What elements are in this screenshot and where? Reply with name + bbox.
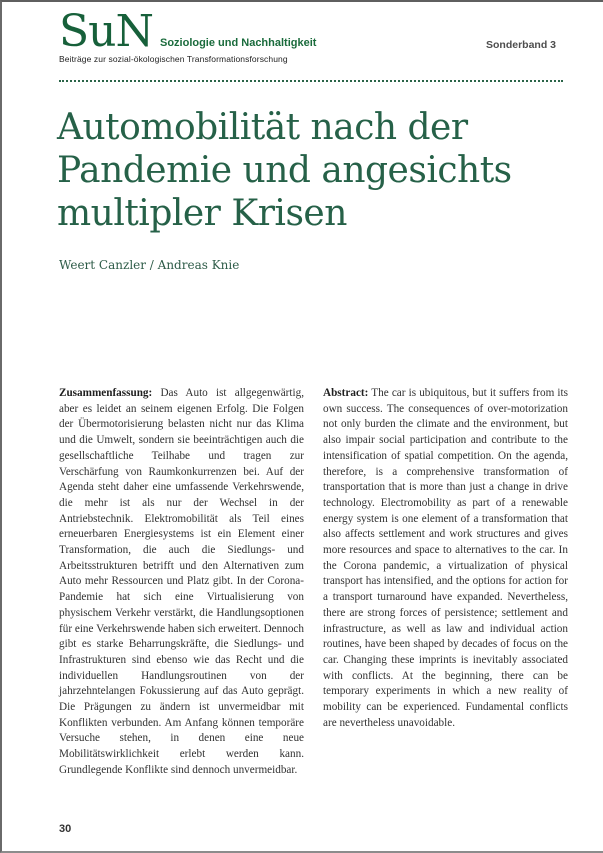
article-title xyxy=(57,106,577,235)
article-title-line: Pandemie und angesichts xyxy=(57,150,512,191)
article-title-line: Automobilität nach der xyxy=(57,107,468,148)
journal-header xyxy=(59,6,317,57)
abstract-english-lead: Abstract: xyxy=(323,387,369,399)
article-title-line: multipler Krisen xyxy=(57,193,347,234)
journal-title: Soziologie und Nachhaltigkeit xyxy=(159,37,317,49)
article-authors: Weert Canzler / Andreas Knie xyxy=(59,258,240,272)
abstract-english xyxy=(323,386,568,779)
journal-subtitle: Beiträge zur sozial-ökologischen Transformationsforschung xyxy=(59,54,288,64)
page-number: 30 xyxy=(59,823,72,835)
issue-label: Sonderband 3 xyxy=(485,39,556,51)
abstract-columns xyxy=(59,386,569,779)
abstract-english-text: The car is ubiquitous, but it suffers from its own success. The consequences of over-motorization not only burden the climate and the environment, but also impair social participation and contribute to the intensification of spatial competition. On the agenda, therefore, is a comprehensive transformation of transportation that is more than just a change in drive technology. Electromobility as part of a renewable energy system is one element of a transformation that also affects settlement and work structures and gives more resources and space to alternatives to the car. In the Corona pandemic, a virtualization of physical transport has intensified, and the options for action for a transport turnaround have expanded. Nevertheless, there are strong forces of persistence; settlement and infrastructure, as well as law and individual action routines, have been shaped by decades of focus on the car. Changing these imprints is inevitably associated with conflicts. At the beginning, there can be temporary experiments in which a new reality of mobility can be experienced. Fundamental conflicts are nevertheless unavoidable. xyxy=(323,387,568,729)
journal-logo: SuN xyxy=(59,6,153,57)
abstract-german-text: Das Auto ist allgegenwärtig, aber es leidet an seinem eigenen Erfolg. Die Folgen der Übermotorisierung belasten nicht nur das Klima und die Umwelt, sondern sie beeinträchtigen auch die gesellschaftliche Teilhabe und tragen zur Verschärfung von Raumkonkurrenzen bei. Auf der Agenda steht daher eine umfassende Verkehrswende, die mehr ist als nur der Wechsel in der Antriebstechnik. Elektromobilität als Teil eines erneuerbaren Energiesystems ist ein Element einer Transformation, die auch die Siedlungs- und Arbeitsstrukturen betrifft und den Alternativen zum Auto mehr Ressourcen und Platz gibt. In der Corona-Pandemie hat sich eine Virtualisierung von physischem Verkehr verstärkt, die Handlungsoptionen für eine Verkehrswende haben sich erweitert. Dennoch gibt es starke Beharrungskräfte, die Siedlungs- und Infrastrukturen sind ebenso wie das Recht und die individuellen Handlungsroutinen von der jahrzehntelangen Fokussierung auf das Auto geprägt. Die Prägungen zu ändern ist unvermeidbar mit Konflikten verbunden. Am Anfang können temporäre Versuche stehen, in denen eine neue Mobilitätswirklichkeit erlebt werden kann. Grundlegende Konflikte sind dennoch unvermeidbar. xyxy=(59,387,304,776)
abstract-german xyxy=(59,386,304,779)
header-dotted-rule xyxy=(59,80,563,82)
abstract-german-lead: Zusammenfassung: xyxy=(59,387,153,399)
